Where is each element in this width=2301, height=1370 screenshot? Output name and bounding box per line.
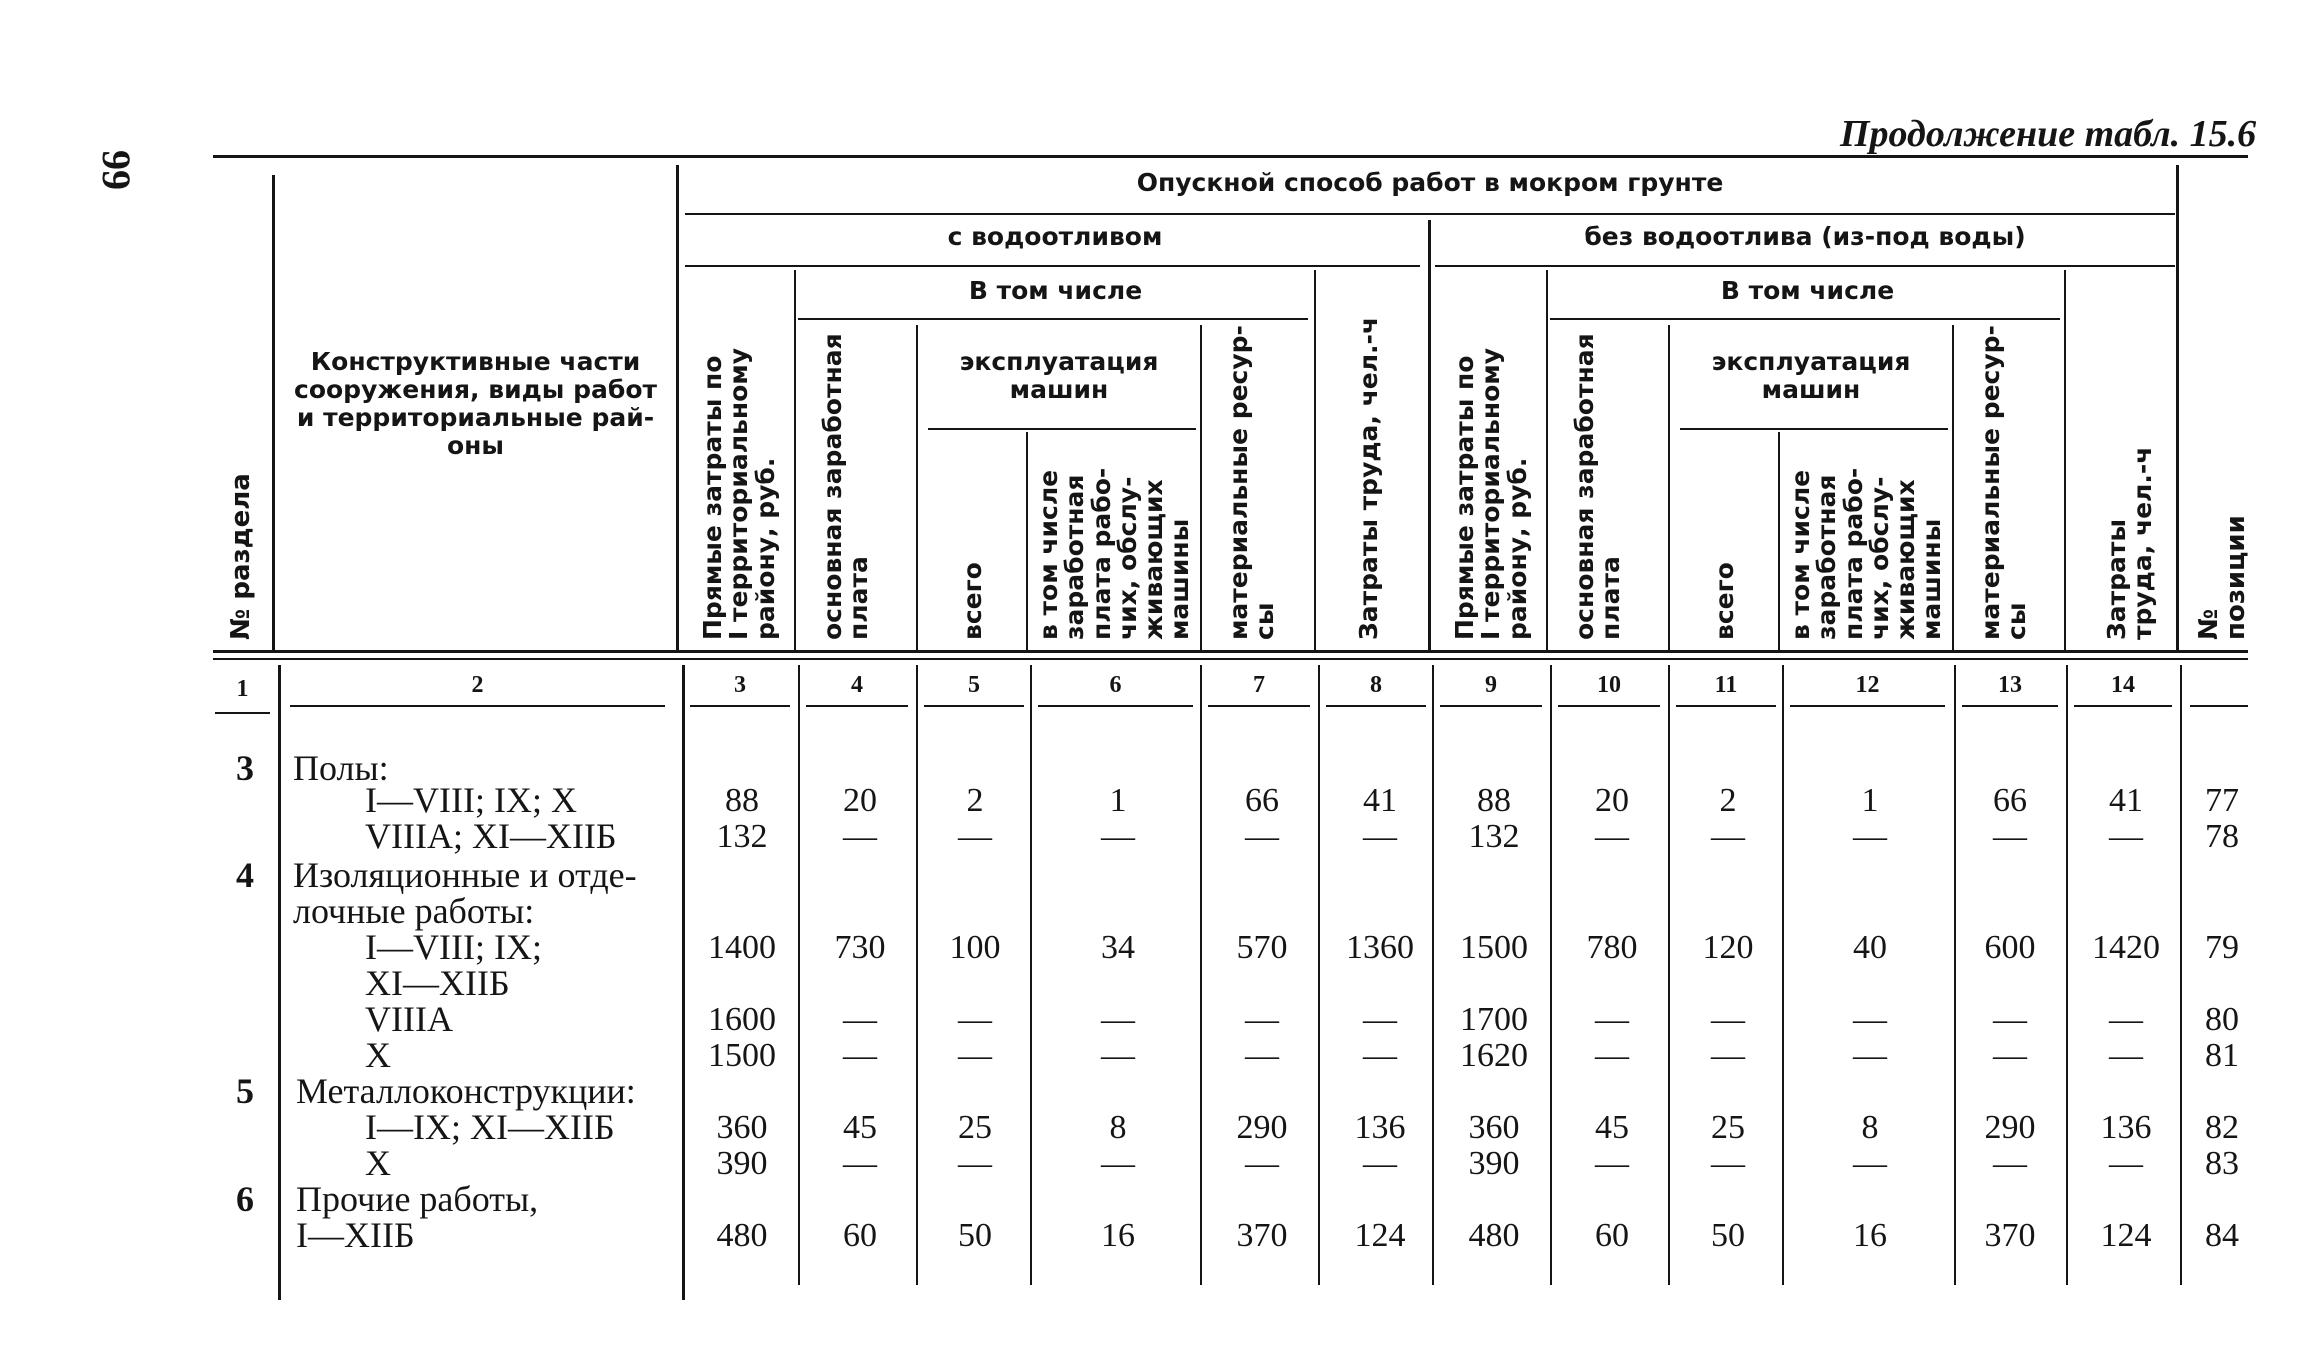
table-cell: 390 (1468, 1145, 1520, 1182)
rule-including-b (1550, 318, 2060, 320)
colnum-rule (2074, 705, 2172, 707)
table-cell: 16 (1101, 1217, 1135, 1254)
table-cell: 60 (843, 1217, 877, 1254)
vline (1778, 432, 1780, 650)
colnum-rule (806, 705, 908, 707)
table-cell: — (2109, 1037, 2143, 1074)
header-section-no: № раздела (226, 473, 256, 640)
table-cell: — (1853, 818, 1887, 855)
vline-body (1782, 665, 1784, 1285)
table-cell: 25 (958, 1109, 992, 1146)
section-label: X (365, 1143, 391, 1183)
position-number: 84 (2205, 1217, 2239, 1254)
vline-body (1954, 665, 1956, 1285)
table-cell: 132 (716, 818, 768, 855)
table-cell: 1400 (708, 929, 776, 966)
position-number: 82 (2205, 1109, 2239, 1146)
header-incl-wage-a: в том числе заработная плата рабо- чих, обслу- живающих машины (1034, 467, 1195, 640)
table-cell: 50 (958, 1217, 992, 1254)
colnum: 6 (1109, 672, 1122, 698)
section-label: VIIIA; XI—XIIБ (365, 816, 617, 856)
colnum-rule (215, 712, 270, 714)
section-label: I—IX; XI—XIIБ (365, 1107, 615, 1147)
table-cell: — (958, 1145, 992, 1182)
vline-body (1318, 665, 1320, 1285)
vline-body (1668, 665, 1670, 1285)
table-cell: 370 (1984, 1217, 2036, 1254)
table-cell: 25 (1711, 1109, 1745, 1146)
table-cell: 50 (1711, 1217, 1745, 1254)
table-cell: 34 (1101, 929, 1135, 966)
header-rule-2 (213, 658, 2248, 660)
table-cell: 480 (1468, 1217, 1520, 1254)
vline-body (1200, 665, 1202, 1285)
table-cell: — (843, 818, 877, 855)
table-cell: — (1245, 1001, 1279, 1038)
vline-body (2180, 665, 2182, 1285)
colnum: 12 (1855, 672, 1880, 698)
table-cell: 20 (843, 782, 877, 819)
table-cell: — (1993, 818, 2027, 855)
colnum-rule (1440, 705, 1542, 707)
header-machines-b: эксплуатация машин (1711, 347, 1911, 404)
table-cell: 570 (1236, 929, 1288, 966)
header-total-b: всего (1710, 562, 1739, 640)
table-cell: 730 (834, 929, 886, 966)
header-total-a: всего (958, 562, 987, 640)
colnum: 9 (1485, 672, 1497, 698)
vline-body (682, 665, 685, 1300)
rule-machines-b (1680, 428, 1948, 430)
table-cell: — (958, 1001, 992, 1038)
header-base-wage-b: основная заработная плата (1570, 333, 1626, 640)
top-rule (213, 155, 2248, 158)
section-number: 3 (236, 748, 254, 788)
colnum: 14 (2111, 672, 2135, 698)
table-cell: 132 (1468, 818, 1520, 855)
table-cell: 1500 (1460, 929, 1528, 966)
rule-under-without (1435, 265, 2175, 267)
table-cell: 60 (1595, 1217, 1629, 1254)
colnum: 8 (1370, 672, 1382, 698)
table-cell: — (2109, 1145, 2143, 1182)
rule-under-with (685, 265, 1420, 267)
table-cell: 40 (1853, 929, 1887, 966)
table-cell: 124 (1354, 1217, 1406, 1254)
table-cell: 88 (725, 782, 759, 819)
table-cell: — (1993, 1001, 2027, 1038)
table-cell: 360 (1468, 1109, 1520, 1146)
colnum: 5 (968, 672, 980, 698)
table-cell: 600 (1984, 929, 2036, 966)
table-cell: — (1595, 818, 1629, 855)
colnum: 4 (851, 672, 863, 698)
header-materials-b: материальные ресур- сы (1976, 325, 2032, 640)
table-cell: 88 (1477, 782, 1511, 819)
table-cell: 1360 (1346, 929, 1414, 966)
table-cell: 2 (1719, 782, 1737, 819)
vline (2176, 165, 2179, 650)
colnum: 10 (1597, 672, 1621, 698)
table-cell: — (1245, 1037, 1279, 1074)
table-cell: — (958, 1037, 992, 1074)
vline-body (1432, 665, 1434, 1285)
table-cell: — (958, 818, 992, 855)
table-cell: — (1101, 818, 1135, 855)
table-cell: 66 (1245, 782, 1279, 819)
table-cell: 8 (1861, 1109, 1879, 1146)
colnum: 11 (1714, 672, 1738, 698)
colnum-rule (1962, 705, 2058, 707)
position-number: 83 (2205, 1145, 2239, 1182)
table-cell: — (2109, 1001, 2143, 1038)
header-top: Опускной способ работ в мокром грунте (1136, 168, 1724, 197)
vline-body (916, 665, 918, 1285)
table-cell: — (1101, 1037, 1135, 1074)
colnum: 13 (1998, 672, 2022, 698)
section-number: 6 (236, 1179, 254, 1219)
header-base-wage-a: основная заработная плата (818, 333, 874, 640)
table-cell: — (843, 1001, 877, 1038)
header-labor-b: Затраты труда, чел.-ч (2102, 446, 2158, 640)
table-cell: — (1711, 818, 1745, 855)
colnum: 1 (236, 676, 249, 702)
colnum-rule (290, 705, 665, 707)
page-number: 99 (94, 150, 139, 190)
table-cell: 66 (1993, 782, 2027, 819)
table-cell: — (1245, 818, 1279, 855)
table-cell: — (1363, 1145, 1397, 1182)
table-cell: — (1245, 1145, 1279, 1182)
table-cell: 124 (2100, 1217, 2152, 1254)
table-cell: 120 (1702, 929, 1754, 966)
header-rule (213, 650, 2248, 653)
section-label: I—VIII; IX; (365, 927, 542, 967)
table-cell: — (1363, 1037, 1397, 1074)
vline (1428, 220, 1431, 650)
header-including-b: В том числе (1720, 276, 1895, 305)
colnum-rule (2190, 705, 2248, 707)
table-cell: 1600 (708, 1001, 776, 1038)
header-direct-costs-a: Прямые затраты по I территориальному району, руб. (698, 347, 780, 640)
section-label: Металлоконструкции: (296, 1071, 636, 1111)
header-structural-parts: Конструктивные части сооружения, виды работ и территориальные рай- оны (294, 347, 657, 460)
section-label: X (365, 1035, 391, 1075)
table-cell: 136 (2100, 1109, 2152, 1146)
header-position-no: № позиции (2194, 515, 2252, 640)
section-label: Изоляционные и отде- (293, 855, 637, 895)
table-cell: — (1853, 1001, 1887, 1038)
header-incl-wage-b: в том числе заработная плата рабо- чих, обслу- живающих машины (1786, 467, 1947, 640)
section-label: лочные работы: (293, 891, 535, 931)
colnum-rule (924, 705, 1024, 707)
table-cell: 20 (1595, 782, 1629, 819)
position-number: 77 (2205, 782, 2239, 819)
table-cell: 290 (1984, 1109, 2036, 1146)
table-cell: — (1363, 818, 1397, 855)
colnum: 7 (1253, 672, 1265, 698)
table-cell: 390 (716, 1145, 768, 1182)
colnum-rule (1558, 705, 1660, 707)
table-cell: — (1711, 1001, 1745, 1038)
table-cell: — (1595, 1145, 1629, 1182)
section-number: 5 (236, 1071, 254, 1111)
colnum-rule (690, 705, 790, 707)
vline-body (2066, 665, 2068, 1285)
table-cell: — (2109, 818, 2143, 855)
table-cell: 41 (1363, 782, 1397, 819)
continuation-title: Продолжение табл. 15.6 (1840, 113, 2257, 155)
table-cell: 136 (1354, 1109, 1406, 1146)
vline (1026, 432, 1028, 650)
header-direct-costs-b: Прямые затраты по I территориальному району, руб. (1450, 347, 1532, 640)
table-cell: — (1363, 1001, 1397, 1038)
vline (1200, 325, 1202, 650)
header-machines-a: эксплуатация машин (959, 347, 1159, 404)
table-cell: 1 (1109, 782, 1127, 819)
table-cell: — (1101, 1001, 1135, 1038)
section-label: I—VIII; IX; X (365, 780, 577, 820)
table-cell: 45 (1595, 1109, 1629, 1146)
vline-body (278, 665, 281, 1300)
table-cell: 16 (1853, 1217, 1887, 1254)
header-without-drainage: без водоотлива (из-под воды) (1584, 222, 2026, 251)
rule-under-top (685, 213, 2175, 215)
table-cell: 45 (843, 1109, 877, 1146)
header-with-drainage: с водоотливом (947, 222, 1163, 251)
vline (1314, 270, 1316, 650)
vline (1546, 270, 1548, 650)
header-labor-a: Затраты труда, чел.-ч (1354, 316, 1383, 640)
table-cell: 41 (2109, 782, 2143, 819)
vline-body (798, 665, 800, 1285)
table-cell: — (1595, 1037, 1629, 1074)
vline-body (1030, 665, 1032, 1285)
table-cell: 8 (1109, 1109, 1127, 1146)
table-cell: — (1595, 1001, 1629, 1038)
section-number: 4 (236, 855, 254, 895)
vline (1952, 325, 1954, 650)
section-label: Прочие работы, (296, 1179, 539, 1219)
table-cell: — (1853, 1145, 1887, 1182)
table-cell: — (1101, 1145, 1135, 1182)
colnum-rule (1208, 705, 1310, 707)
table-cell: — (1993, 1037, 2027, 1074)
table-cell: — (1993, 1145, 2027, 1182)
section-label: Полы: (293, 748, 389, 788)
colnum-rule (1676, 705, 1776, 707)
colnum: 3 (734, 672, 746, 698)
vline (2064, 270, 2066, 650)
table-cell: — (1711, 1037, 1745, 1074)
vline (272, 175, 275, 650)
position-number: 80 (2205, 1001, 2239, 1038)
vline (794, 270, 796, 650)
table-cell: — (1853, 1037, 1887, 1074)
colnum-rule (1038, 705, 1193, 707)
table-cell: 1 (1861, 782, 1879, 819)
position-number: 79 (2205, 929, 2239, 966)
table-cell: — (843, 1037, 877, 1074)
colnum-rule (1790, 705, 1945, 707)
table-cell: 1700 (1460, 1001, 1528, 1038)
colnum-rule (1326, 705, 1426, 707)
rule-including-a (798, 318, 1308, 320)
table-cell: — (843, 1145, 877, 1182)
section-label: I—XIIБ (296, 1215, 415, 1255)
table-cell: 480 (716, 1217, 768, 1254)
table-cell: 1500 (708, 1037, 776, 1074)
table-cell: 290 (1236, 1109, 1288, 1146)
table-cell: 360 (716, 1109, 768, 1146)
header-including-a: В том числе (968, 276, 1143, 305)
header-materials-a: материальные ресур- сы (1224, 325, 1280, 640)
vline (676, 165, 679, 650)
table-cell: 100 (949, 929, 1001, 966)
position-number: 78 (2205, 818, 2239, 855)
table-cell: 2 (966, 782, 984, 819)
section-label: VIIIA (365, 999, 453, 1039)
table-cell: 1420 (2092, 929, 2160, 966)
rule-machines-a (928, 428, 1196, 430)
vline-body (1550, 665, 1552, 1285)
table-cell: 370 (1236, 1217, 1288, 1254)
colnum: 2 (471, 672, 484, 698)
position-number: 81 (2205, 1037, 2239, 1074)
table-cell: — (1711, 1145, 1745, 1182)
table-cell: 780 (1586, 929, 1638, 966)
table-cell: 1620 (1460, 1037, 1528, 1074)
section-label: XI—XIIБ (365, 963, 510, 1003)
